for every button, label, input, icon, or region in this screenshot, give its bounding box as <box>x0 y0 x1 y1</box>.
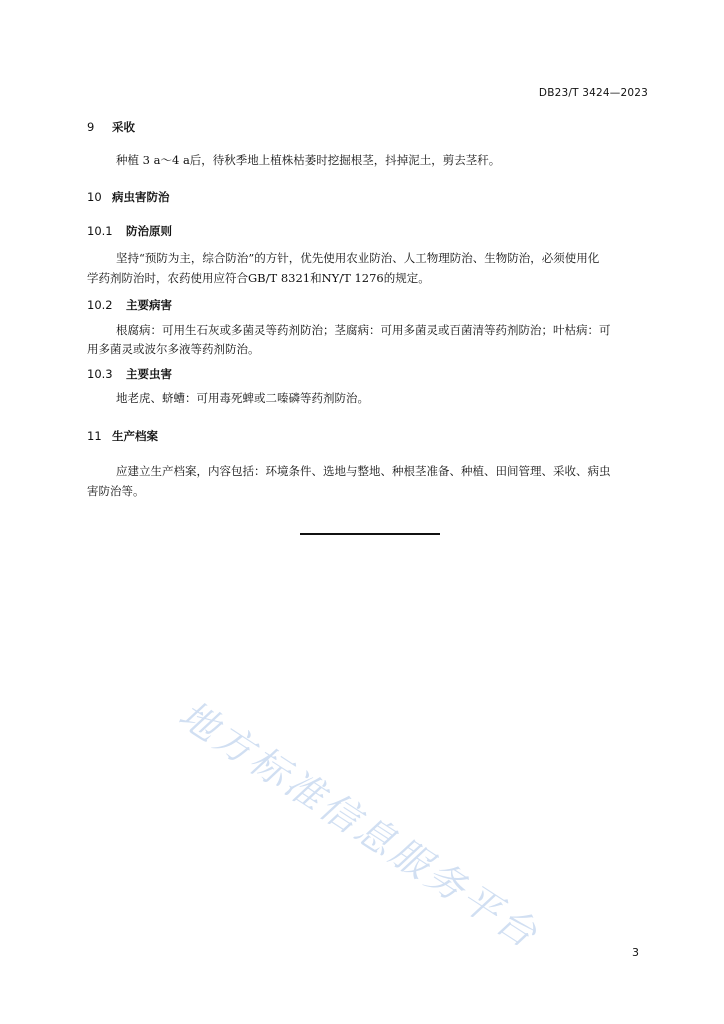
section-heading-9 <box>87 119 135 135</box>
paragraph-pest: 地老虎、蛴螬：可用毒死蜱或二嗪磷等药剂防治。 <box>116 391 369 405</box>
paragraph-records-line1: 应建立生产档案，内容包括：环境条件、选地与整地、种根茎准备、种植、田间管理、采收、病虫 <box>116 464 611 478</box>
paragraph-disease-line1: 根腐病：可用生石灰或多菌灵等药剂防治；茎腐病：可用多菌灵或百菌清等药剂防治；叶枯病：可 <box>116 323 611 337</box>
section-heading-10 <box>87 189 170 205</box>
section-number: 10.1 <box>87 224 113 238</box>
section-title: 主要病害 <box>126 298 172 312</box>
section-number: 10.2 <box>87 298 113 312</box>
end-of-document-rule <box>300 533 440 535</box>
document-id-header: DB23/T 3424—2023 <box>538 87 648 99</box>
section-heading-10-3 <box>87 366 172 382</box>
section-heading-10-2 <box>87 297 172 313</box>
section-number: 9 <box>87 120 95 134</box>
section-number: 10.3 <box>87 367 113 381</box>
section-title: 生产档案 <box>112 429 158 443</box>
page-number: 3 <box>632 946 639 959</box>
paragraph-principle-line1: 坚持“预防为主，综合防治”的方针，优先使用农业防治、人工物理防治、生物防治，必须使用化 <box>116 251 600 265</box>
section-number: 11 <box>87 429 102 443</box>
section-heading-10-1 <box>87 223 172 239</box>
paragraph-records-line2: 害防治等。 <box>87 484 145 498</box>
section-title: 主要虫害 <box>126 367 172 381</box>
paragraph-harvest: 种植 3 a～4 a后，待秋季地上植株枯萎时挖掘根茎，抖掉泥土，剪去茎秆。 <box>116 153 501 167</box>
section-number: 10 <box>87 190 102 204</box>
section-title: 采收 <box>112 120 135 134</box>
paragraph-disease-line2: 用多菌灵或波尔多液等药剂防治。 <box>87 342 260 356</box>
section-title: 防治原则 <box>126 224 172 238</box>
watermark: 地方标准信息服务平台 <box>171 691 548 958</box>
section-heading-11 <box>87 428 158 444</box>
section-title: 病虫害防治 <box>112 190 170 204</box>
paragraph-principle-line2: 学药剂防治时，农药使用应符合GB/T 8321和NY/T 1276的规定。 <box>87 271 430 285</box>
